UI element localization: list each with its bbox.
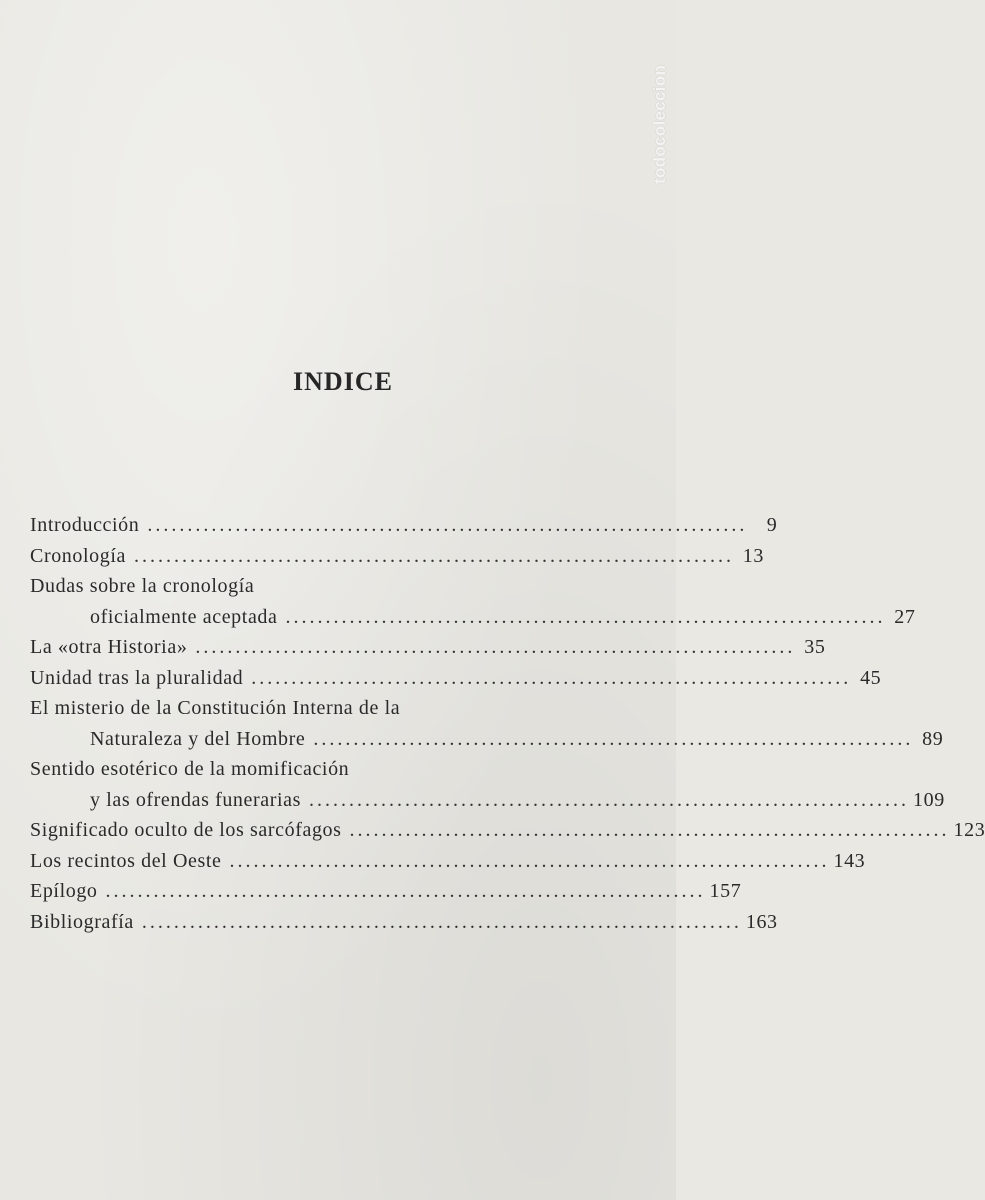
toc-entry-page: 123 — [953, 819, 985, 841]
toc-entry-label: Unidad tras la pluralidad — [30, 666, 244, 689]
toc-entry-page: 157 — [709, 880, 742, 902]
toc-entry-introduccion — [30, 510, 778, 541]
toc-entry-cronologia — [30, 541, 764, 572]
leader-dots: ........................................................................... — [141, 910, 742, 933]
leader-dots: ........................................................................... — [313, 727, 914, 750]
toc-entry-page: 163 — [745, 910, 778, 933]
leader-dots: ........................................................................... — [195, 636, 796, 658]
toc-entry-page: 89 — [922, 727, 944, 750]
toc-entry-recintos — [30, 846, 866, 877]
leader-dots: ........................................................................... — [105, 880, 706, 902]
leader-dots: ........................................................................... — [147, 514, 748, 536]
toc-entry-label: Bibliografía — [30, 910, 134, 933]
toc-entry-page: 109 — [913, 788, 945, 811]
toc-entry-label: Cronología — [30, 544, 126, 567]
toc-entry-dudas-line1 — [30, 571, 638, 602]
toc-entry-page: 9 — [766, 514, 778, 536]
toc-entry-page: 45 — [860, 666, 882, 689]
toc-entry-unidad — [30, 663, 882, 694]
toc-entry-label-line1: El misterio de la Constitución Interna de la — [30, 697, 401, 719]
toc-entry-page: 13 — [742, 544, 764, 567]
leader-dots: ........................................................................... — [285, 605, 886, 628]
toc-entry-significado — [30, 815, 985, 846]
toc-entry-misterio — [30, 724, 944, 755]
toc-entry-label-line1: Sentido esotérico de la momificación — [30, 758, 350, 780]
toc-entry-label: Naturaleza y del Hombre — [90, 727, 306, 750]
toc-entry-label: La «otra Historia» — [30, 636, 188, 658]
toc-entry-label-line1: Dudas sobre la cronología — [30, 575, 255, 597]
toc-entry-misterio-line1 — [30, 693, 638, 724]
toc-entry-label: oficialmente aceptada — [90, 605, 278, 628]
toc-entry-label: Epílogo — [30, 880, 98, 902]
leader-dots: ........................................................................... — [134, 544, 734, 567]
toc-entry-page: 143 — [833, 849, 866, 872]
toc-entry-otra-historia — [30, 632, 826, 663]
toc-entry-page: 35 — [804, 636, 826, 658]
leader-dots: ........................................................................... — [229, 849, 830, 872]
leader-dots: ........................................................................... — [251, 666, 852, 689]
leader-dots: ........................................................................... — [349, 819, 950, 841]
toc-entry-sentido-line1 — [30, 754, 638, 785]
toc-entry-sentido — [30, 785, 945, 816]
toc-entry-dudas — [30, 602, 916, 633]
toc-entry-page: 27 — [894, 605, 916, 628]
toc-entry-epilogo — [30, 876, 742, 907]
toc-entry-label: Los recintos del Oeste — [30, 849, 222, 872]
page-title: INDICE — [293, 367, 393, 396]
watermark: todocoleccion — [650, 64, 669, 184]
toc-entry-label: y las ofrendas funerarias — [90, 788, 302, 811]
toc-entry-label: Significado oculto de los sarcófagos — [30, 819, 342, 841]
table-of-contents — [30, 510, 985, 937]
toc-entry-label: Introducción — [30, 514, 140, 536]
leader-dots: ........................................................................... — [309, 788, 910, 811]
toc-entry-bibliografia — [30, 907, 778, 938]
